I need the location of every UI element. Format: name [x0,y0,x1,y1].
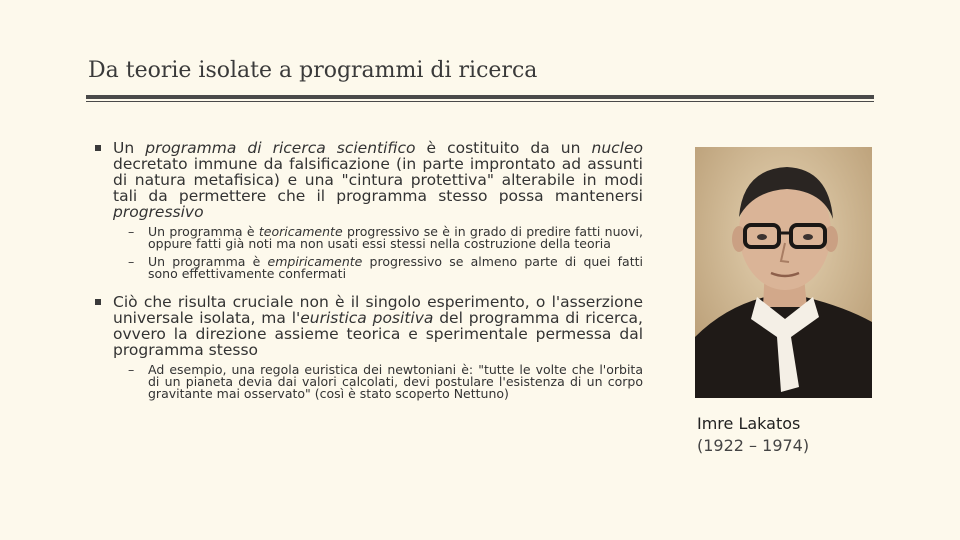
subitem-empirically-progressive [95,256,643,280]
slide-body [95,140,643,400]
slide-title: Da teorie isolate a programmi di ricerca [88,58,538,83]
subitem-text: Un programma è teoricamente progressivo se è in grado di predire fatti nuovi, oppure fatti già noti ma non usati essi stessi nella costruzione della teoria [148,224,643,251]
square-bullet-icon [95,299,101,305]
bullet-text: Un programma di ricerca scientifico è costituito da un nucleo decretato immune da falsificazione (in parte improntato ad assunti di natura metafisica) e una "cintura protettiva" alterabile in modi tali da permettere che il programma stesso possa mantenersi progressivo [113,139,643,221]
subitem-text: Ad esempio, una regola euristica dei newtoniani è: "tutte le volte che l'orbita di un pianeta devia dai valori calcolati, devi postulare l'esistenza di un corpo gravitante mai osservato" (così è stato scoperto Nettuno) [148,362,643,401]
dash-marker: – [128,362,135,377]
subitem-text: Un programma è empiricamente progressivo se almeno parte di quei fatti sono effettivamente confermati [148,254,643,281]
bullet-positive-heuristic [95,294,643,358]
bullet-research-program [95,140,643,220]
portrait-caption-years: (1922 – 1974) [697,436,810,455]
subitem-theoretically-progressive [95,226,643,250]
dash-marker: – [128,254,135,269]
dash-marker: – [128,224,135,239]
title-rule-thin [86,101,874,102]
subitem-newtonian-example [95,364,643,400]
portrait-caption-name: Imre Lakatos [697,414,801,433]
portrait-illustration [695,147,872,398]
bullet-text: Ciò che risulta cruciale non è il singolo esperimento, o l'asserzione universale isolata, ma l'euristica positiva del programma di ricerca, ovvero la direzione assieme teorica e sperimentale permessa dal programma stesso [113,293,643,359]
square-bullet-icon [95,145,101,151]
portrait-photo [695,147,872,398]
title-rule-thick [86,95,874,99]
